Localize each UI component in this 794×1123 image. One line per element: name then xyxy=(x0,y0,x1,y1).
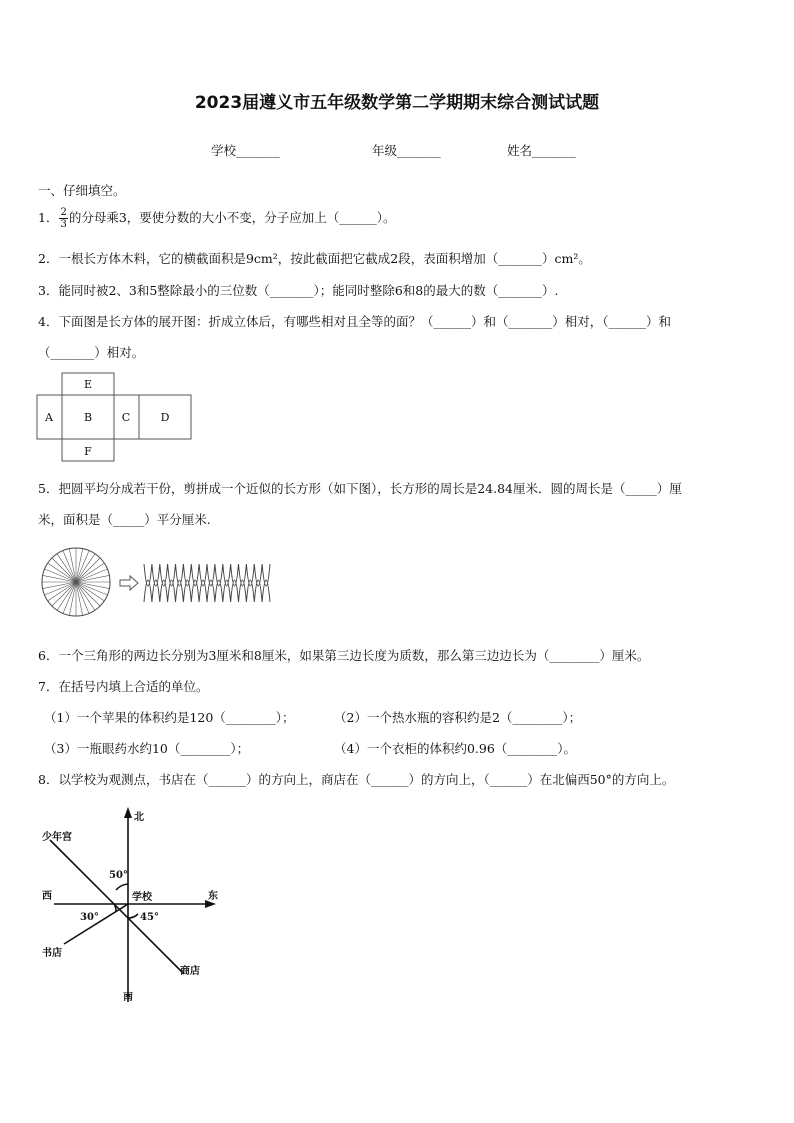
cuboid-net-diagram xyxy=(36,372,196,464)
question-5-line-1: 5．把圆平均分成若干份，剪拼成一个近似的长方形（如下图），长方形的周长是24.84厘米．圆的周长是（_____）厘 xyxy=(38,481,682,496)
sector-line xyxy=(52,558,76,582)
circle-to-rectangle-diagram xyxy=(38,547,278,627)
label-angle-45: 45° xyxy=(140,912,159,923)
question-7-item-1: （1）一个苹果的体积约是120（________）； xyxy=(44,710,295,725)
question-3: 3．能同时被2、3和5整除最小的三位数（_______）；能同时整除6和8的最大的数（_______）. xyxy=(38,283,559,298)
question-4-line-2: （_______）相对。 xyxy=(38,345,145,360)
angle-arc-50 xyxy=(116,884,128,890)
question-7-item-4: （4）一个衣柜的体积约0.96（________）。 xyxy=(334,741,577,756)
grade-field[interactable]: 年级_______ xyxy=(372,143,441,158)
label-east: 东 xyxy=(208,891,218,902)
approximate-rectangle xyxy=(144,564,270,602)
label-bookstore: 书店 xyxy=(42,948,62,959)
question-7-item-2: （2）一个热水瓶的容积约是2（________）； xyxy=(334,710,582,725)
question-4-line-1: 4．下面图是长方体的展开图：折成立体后，有哪些相对且全等的面？（______）和（_______）相对，（______）和 xyxy=(38,314,671,329)
question-5-line-2: 米，面积是（_____）平分厘米. xyxy=(38,512,211,527)
arrow-icon xyxy=(120,576,138,590)
sector-line xyxy=(52,582,76,606)
label-north: 北 xyxy=(134,812,144,823)
net-label-c: C xyxy=(121,411,131,424)
label-shop: 商店 xyxy=(180,966,200,977)
question-8: 8．以学校为观测点，书店在（______）的方向上，商店在（______）的方向上，（______）在北偏西50°的方向上。 xyxy=(38,772,675,787)
sectored-circle xyxy=(42,548,110,616)
name-field[interactable]: 姓名_______ xyxy=(507,143,576,158)
question-1: 1． $\frac{2}{3}$ 的分母乘3，要使分数的大小不变，分子应加上（______）。 xyxy=(38,207,396,230)
question-2: 2．一根长方体木料，它的横截面积是9cm²，按此截面把它截成2段，表面积增加（_______）cm²。 xyxy=(38,251,591,266)
fraction-two-thirds: $\frac{2}{3}$ xyxy=(60,207,67,230)
school-field[interactable]: 学校_______ xyxy=(211,143,280,158)
page-title: 2023届遵义市五年级数学第二学期期末综合测试试题 xyxy=(194,93,600,113)
label-west: 西 xyxy=(42,891,52,902)
label-angle-30: 30° xyxy=(80,912,99,923)
net-label-d: D xyxy=(160,411,170,424)
north-arrow-icon xyxy=(124,807,132,818)
label-south: 南 xyxy=(123,992,133,1003)
net-label-a: A xyxy=(45,411,53,424)
angle-arc-45 xyxy=(128,914,138,918)
question-7-item-3: （3）一瓶眼药水约10（________）； xyxy=(44,741,250,756)
youth-palace-shop-line xyxy=(50,840,184,974)
question-6: 6．一个三角形的两边长分别为3厘米和8厘米，如果第三边长度为质数，那么第三边边长为（________）厘米。 xyxy=(38,648,650,663)
bookstore-line xyxy=(64,904,128,944)
sector-line xyxy=(76,582,100,606)
net-label-f: F xyxy=(84,445,92,458)
net-label-b: B xyxy=(83,411,93,424)
net-label-e: E xyxy=(83,378,93,391)
label-school: 学校 xyxy=(132,892,152,903)
label-youth-palace: 少年宫 xyxy=(42,832,72,843)
direction-diagram xyxy=(36,806,236,1006)
label-angle-50: 50° xyxy=(109,870,128,881)
sector-line xyxy=(76,558,100,582)
question-7: 7．在括号内填上合适的单位。 xyxy=(38,679,209,694)
section-heading: 一、仔细填空。 xyxy=(38,183,126,198)
